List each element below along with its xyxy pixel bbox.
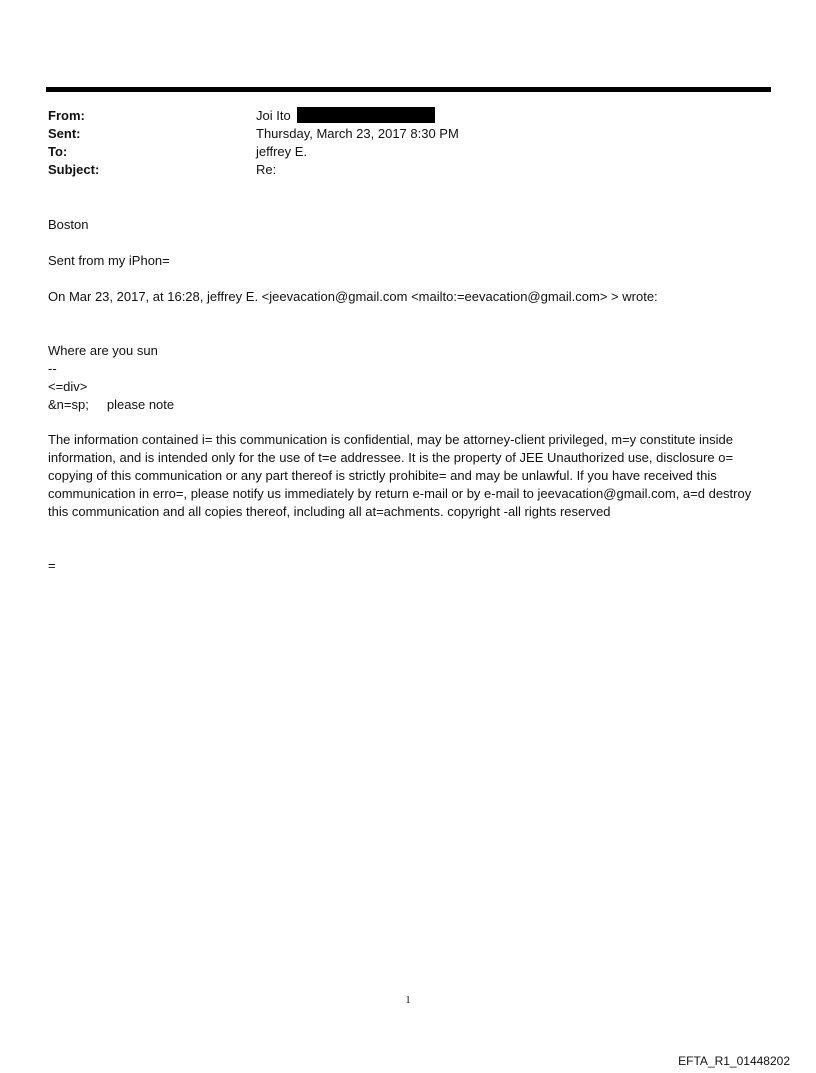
body-line-please-note: &n=sp; please note [48, 397, 175, 412]
body-line-end: = [48, 558, 56, 573]
body-line-location: Boston [48, 217, 89, 232]
page-number: 1 [405, 994, 411, 1006]
body-line-signature: Sent from my iPhon= [48, 253, 170, 268]
redaction-block [297, 107, 435, 123]
confidentiality-notice: The information contained i= this communication is confidential, may be attorney-client privileged, m=y constitute inside information, and is intended only for the use of t=e addressee. It is the property of JEE Unauthorized use, disclosure o= copying of this communication or any part thereof is strictly prohibite= and may be unlawful. If you have received this communication in erro=, please notify us immediately by return e-mail or by e-mail to jeevacation@gmail.com, a=d destroy this communication and all copies thereof, including all at=achments. copyright -all rights reserved [48, 432, 752, 519]
body-line-question: Where are you sun [48, 343, 158, 358]
body-line-quote-header: On Mar 23, 2017, at 16:28, jeffrey E. <jeevacation@gmail.com <mailto:=eevacation@gmail.com> > wrote: [48, 289, 658, 304]
from-name: Joi Ito [256, 108, 291, 123]
subject-value: Re: [256, 162, 277, 177]
from-value [256, 107, 435, 125]
to-value: jeffrey E. [256, 144, 308, 159]
to-label: To: [48, 144, 68, 159]
header-rule [46, 87, 771, 92]
sent-value: Thursday, March 23, 2017 8:30 PM [256, 126, 459, 141]
body-line-separator: -- [48, 361, 57, 376]
sent-label: Sent: [48, 126, 81, 141]
subject-label: Subject: [48, 162, 100, 177]
body-line-div: <=div> [48, 379, 88, 394]
document-id: EFTA_R1_01448202 [678, 1054, 790, 1068]
from-label: From: [48, 108, 85, 123]
